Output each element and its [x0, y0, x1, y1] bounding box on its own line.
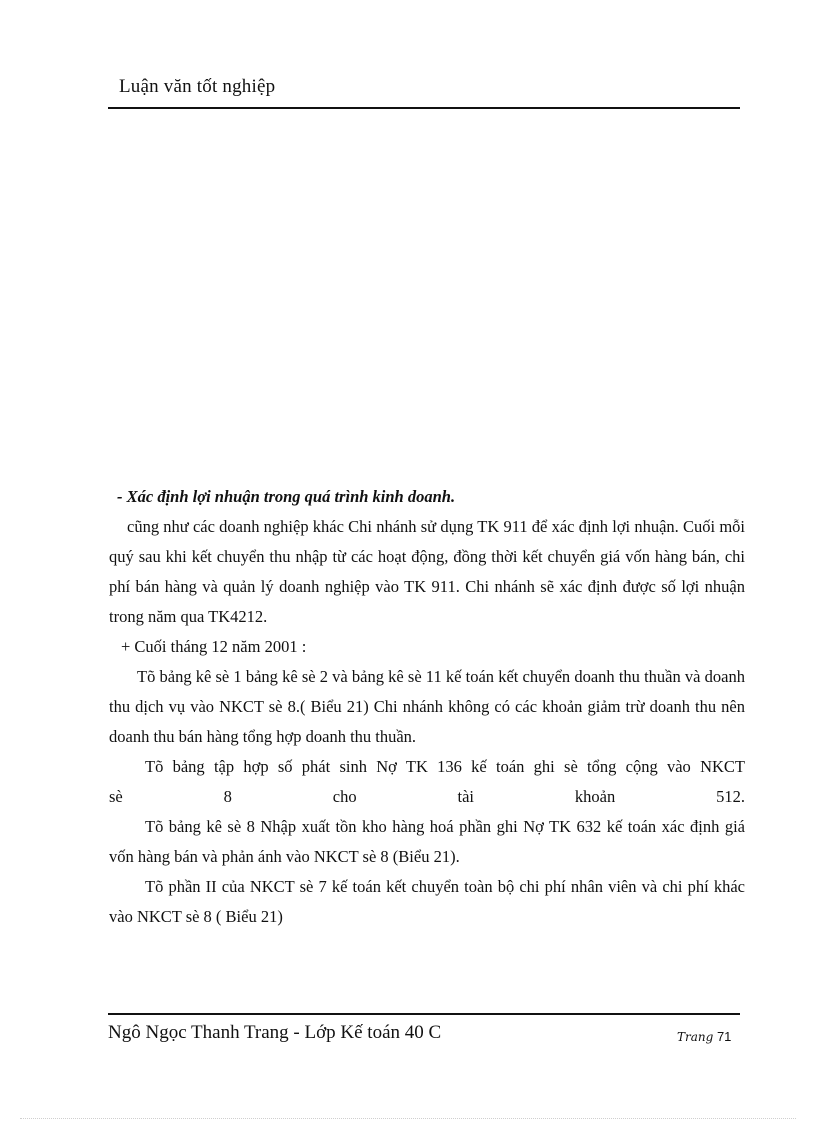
page-bottom-dotted-line: [20, 1118, 796, 1119]
page-number: 71: [716, 1029, 732, 1044]
paragraph-debit-136-line2: sè 8 cho tài khoản 512.: [109, 787, 745, 806]
page-header-title: Luận văn tốt nghiệp: [119, 76, 276, 97]
section-heading: - Xác định lợi nhuận trong quá trình kinh doanh.: [117, 487, 456, 506]
paragraph-cost-of-goods: Tõ bảng kê sè 8 Nhập xuất tồn kho hàng hoá phần ghi Nợ TK 632 kế toán xác định giá vốn hàng bán và phản ánh vào NKCT sè 8 (Biểu 21).: [109, 817, 745, 866]
paragraph-debit-136-line1: Tõ bảng tập hợp số phát sinh Nợ TK 136 kế toán ghi sè tổng cộng vào NKCT: [145, 757, 745, 776]
paragraph-profit-determination: cũng như các doanh nghiệp khác Chi nhánh sử dụng TK 911 để xác định lợi nhuận. Cuối mỗi quý sau khi kết chuyển thu nhập từ các hoạt động, đồng thời kết chuyển giá vốn hàng bán, chi phí bán hàng và quản lý doanh nghiệp vào TK 911. Chi nhánh sẽ xác định được số lợi nhuận trong năm qua TK4212.: [109, 517, 745, 626]
page-label: Trang: [677, 1030, 714, 1044]
footer-divider: [108, 1013, 740, 1015]
paragraph-expense-transfer: Tõ phần II của NKCT sè 7 kế toán kết chuyển toàn bộ chi phí nhân viên và chi phí khác vào NKCT sè 8 ( Biểu 21): [109, 877, 745, 926]
paragraph-revenue-transfer: Tõ bảng kê sè 1 bảng kê sè 2 và bảng kê sè 11 kế toán kết chuyển doanh thu thuần và doanh thu dịch vụ vào NKCT sè 8.( Biểu 21) Chi nhánh không có các khoản giảm trừ doanh thu nên doanh thu bán hàng tổng hợp doanh thu thuần.: [109, 667, 745, 746]
footer-page-number: [677, 1029, 731, 1044]
document-body: [109, 482, 745, 932]
header-divider: [108, 107, 740, 109]
footer-author: Ngô Ngọc Thanh Trang - Lớp Kế toán 40 C: [108, 1022, 442, 1043]
bullet-end-of-december: + Cuối tháng 12 năm 2001 :: [121, 637, 307, 656]
